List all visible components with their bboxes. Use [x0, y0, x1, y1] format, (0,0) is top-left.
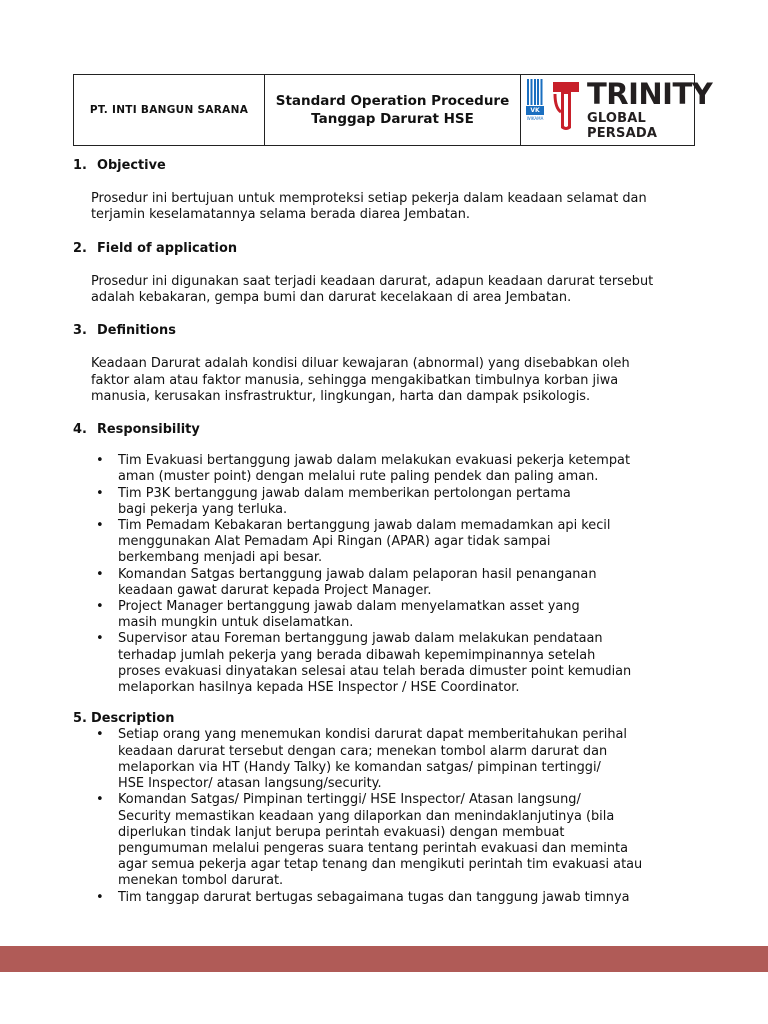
text-line: aman (muster point) dengan melalui rute paling pendek dan paling aman. — [118, 469, 599, 485]
company-cell — [74, 75, 265, 145]
list-item — [93, 518, 695, 567]
responsibility-list — [93, 453, 695, 696]
trinity-brand: TRINITY — [587, 77, 713, 111]
text-line: berkembang menjadi api besar. — [118, 550, 323, 566]
section-number: 2. — [73, 240, 87, 256]
text-line: • Tim Evakuasi bertanggung jawab dalam melakukan evakuasi pekerja ketempat — [118, 453, 631, 469]
field-paragraph — [91, 274, 695, 306]
wika-stripes — [527, 79, 543, 105]
section-heading-description — [73, 711, 695, 727]
text-line: Keadaan Darurat adalah kondisi diluar kewajaran (abnormal) yang disebabkan oleh — [91, 356, 630, 372]
wika-text: WIKAMA — [526, 116, 544, 121]
text-line: melaporkan hasilnya kepada HSE Inspector / HSE Coordinator. — [118, 680, 520, 696]
text-line: • Tim tanggap darurat bertugas sebagaimana tugas dan tanggung jawab timnya — [118, 889, 630, 905]
text-line: • Supervisor atau Foreman bertanggung jawab dalam melakukan pendataan — [118, 631, 603, 647]
text-line: • Komandan Satgas/ Pimpinan tertinggi/ HSE Inspector/ Atasan langsung/ — [118, 792, 581, 808]
text-line: Security memastikan keadaan yang dilaporkan dan menindaklanjutinya (bila — [118, 808, 615, 824]
list-item — [93, 792, 695, 889]
company-name: PT. INTI BANGUN SARANA — [89, 104, 249, 116]
text-line: • Tim P3K bertanggung jawab dalam memberikan pertolongan pertama — [118, 485, 571, 501]
list-item — [93, 486, 695, 518]
section-title: Objective — [97, 158, 166, 173]
section-heading-definitions — [73, 323, 695, 339]
text-line: menggunakan Alat Pemadam Api Ringan (APAR) agar tidak sampai — [118, 534, 551, 550]
section-heading-responsibility — [73, 422, 695, 438]
section-number: 3. — [73, 323, 87, 339]
list-item — [93, 890, 695, 906]
text-line: proses evakuasi dinyatakan selesai atau telah berada dimuster point kemudian — [118, 663, 632, 679]
text-line: pengumuman melalui pengeras suara tentang perintah evakuasi dan meminta — [118, 840, 629, 856]
text-line: diperlukan tindak lanjut berupa perintah evakuasi) dengan membuat — [118, 824, 565, 840]
text-line: agar semua pekerja agar tetap tenang dan mengikuti perintah tim evakuasi atau — [118, 857, 643, 873]
document-header — [73, 74, 713, 146]
text-line: menekan tombol darurat. — [118, 873, 284, 889]
definitions-paragraph — [91, 356, 695, 405]
section-heading-field — [73, 241, 695, 257]
logo-cell — [521, 75, 713, 145]
list-item — [93, 453, 695, 485]
section-title: Responsibility — [97, 422, 200, 438]
text-line: • Komandan Satgas bertanggung jawab dalam pelaporan hasil penanganan — [118, 566, 597, 582]
description-list — [93, 727, 695, 905]
text-line: keadaan darurat tersebut dengan cara; menekan tombol alarm darurat dan — [118, 743, 608, 759]
text-line: masih mungkin untuk diselamatkan. — [118, 615, 354, 631]
list-item — [93, 631, 695, 696]
doc-title-line1: Standard Operation Procedure — [275, 93, 510, 109]
section-number: 5. — [73, 711, 87, 727]
trinity-subtitle: GLOBAL PERSADA — [587, 111, 658, 141]
text-line: keadaan gawat darurat kepada Project Manager. — [118, 582, 432, 598]
text-line: Prosedur ini bertujuan untuk memproteksi setiap pekerja dalam keadaan selamat dan — [91, 191, 647, 207]
text-line: adalah kebakaran, gempa bumi dan darurat kecelakaan di area Jembatan. — [91, 290, 572, 306]
section-title: Definitions — [97, 323, 176, 339]
wika-logo — [526, 79, 544, 121]
text-line: • Project Manager bertanggung jawab dalam menyelamatkan asset yang — [118, 599, 580, 615]
section-title: Field of application — [97, 240, 237, 256]
text-line: terhadap jumlah pekerja yang berada dibawah kepemimpinannya setelah — [118, 647, 596, 663]
text-line: • Setiap orang yang menemukan kondisi darurat dapat memberitahukan perihal — [118, 727, 627, 743]
list-item — [93, 599, 695, 631]
objective-paragraph — [91, 191, 695, 223]
wika-vk-mark: VK — [526, 106, 544, 115]
title-cell — [265, 75, 521, 145]
doc-title-line2: Tanggap Darurat HSE — [311, 111, 474, 127]
document-body — [73, 158, 695, 921]
text-line: faktor alam atau faktor manusia, sehingga mengakibatkan timbulnya korban jiwa — [91, 372, 619, 388]
text-line: bagi pekerja yang terluka. — [118, 501, 288, 517]
trinity-t-mark-icon — [551, 78, 581, 133]
text-line: melaporkan via HT (Handy Talky) ke komandan satgas/ pimpinan tertinggi/ — [118, 759, 601, 775]
footer-bar — [0, 946, 768, 972]
list-item — [93, 567, 695, 599]
section-title: Description — [91, 711, 175, 727]
text-line: terjamin keselamatannya selama berada diarea Jembatan. — [91, 207, 470, 223]
text-line: Prosedur ini digunakan saat terjadi keadaan darurat, adapun keadaan darurat tersebut — [91, 273, 654, 289]
list-item — [93, 727, 695, 792]
section-heading-objective — [73, 158, 695, 174]
text-line: HSE Inspector/ atasan langsung/security. — [118, 776, 382, 792]
section-number: 1. — [73, 158, 87, 173]
text-line: • Tim Pemadam Kebakaran bertanggung jawab dalam memadamkan api kecil — [118, 518, 611, 534]
section-number: 4. — [73, 422, 87, 438]
text-line: manusia, kerusakan insfrastruktur, lingkungan, harta dan dampak psikologis. — [91, 388, 591, 404]
